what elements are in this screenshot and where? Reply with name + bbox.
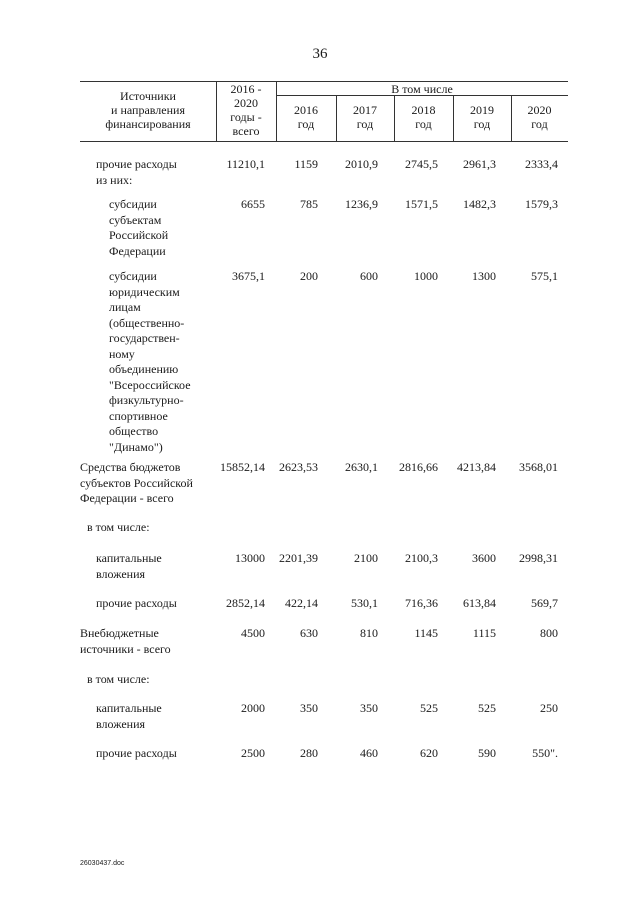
cell-2016: 422,14 xyxy=(285,596,318,610)
row-label: субсидии юридическим лицам (общественно- государствен- ному объединению "Всероссийское физкультурно- спортивное общество "Динамо") xyxy=(109,269,191,454)
row-label: Внебюджетные источники - всего xyxy=(80,626,171,656)
cell-2017: 810 xyxy=(360,626,378,640)
cell-2020: 2333,4 xyxy=(525,157,558,171)
cell-2017: 2100 xyxy=(354,551,378,565)
cell-2020: 1579,3 xyxy=(525,197,558,211)
row-label: субсидии субъектам Российской Федерации xyxy=(109,197,169,258)
row-label: прочие расходы xyxy=(96,596,177,610)
cell-2018: 2816,66 xyxy=(399,460,438,474)
cell-2019: 1115 xyxy=(472,626,496,640)
cell-2020: 569,7 xyxy=(531,596,558,610)
row-label: капитальные вложения xyxy=(96,701,162,731)
cell-2018: 2100,3 xyxy=(405,551,438,565)
row-label: Средства бюджетов субъектов Российской Федерации - всего xyxy=(80,460,193,505)
cell-2016: 785 xyxy=(300,197,318,211)
row-label: в том числе: xyxy=(87,520,150,534)
header-year-2020: 2020 год xyxy=(527,103,552,131)
cell-2017: 2010,9 xyxy=(345,157,378,171)
cell-total: 2500 xyxy=(241,746,265,760)
row-label: прочие расходы xyxy=(96,746,177,760)
footer-filename: 26030437.doc xyxy=(80,860,125,867)
header-sources: Источники и направления финансирования xyxy=(105,89,191,131)
cell-2016: 1159 xyxy=(294,157,318,171)
cell-2018: 2745,5 xyxy=(405,157,438,171)
cell-2019: 613,84 xyxy=(463,596,496,610)
cell-2019: 590 xyxy=(478,746,496,760)
cell-2020: 550". xyxy=(532,746,558,760)
cell-total: 2000 xyxy=(241,701,265,715)
cell-2017: 350 xyxy=(360,701,378,715)
cell-2020: 575,1 xyxy=(531,269,558,283)
cell-2020: 2998,31 xyxy=(519,551,558,565)
cell-total: 15852,14 xyxy=(220,460,265,474)
cell-2016: 2623,53 xyxy=(279,460,318,474)
cell-2020: 800 xyxy=(540,626,558,640)
header-total: 2016 - 2020 годы - всего xyxy=(230,82,262,138)
header-year-2019: 2019 год xyxy=(470,103,494,131)
cell-2017: 1236,9 xyxy=(345,197,378,211)
cell-total: 11210,1 xyxy=(226,157,265,171)
cell-2018: 1000 xyxy=(414,269,438,283)
cell-2018: 525 xyxy=(420,701,438,715)
cell-2020: 3568,01 xyxy=(519,460,558,474)
cell-2019: 1300 xyxy=(472,269,496,283)
cell-2019: 1482,3 xyxy=(463,197,496,211)
cell-2017: 460 xyxy=(360,746,378,760)
header-year-2018: 2018 год xyxy=(411,103,436,131)
cell-total: 13000 xyxy=(235,551,265,565)
header-group: В том числе xyxy=(391,82,453,96)
cell-2019: 525 xyxy=(478,701,496,715)
cell-2018: 620 xyxy=(420,746,438,760)
header-year-2017: 2017 год xyxy=(353,103,377,131)
cell-2019: 3600 xyxy=(472,551,496,565)
cell-2019: 2961,3 xyxy=(463,157,496,171)
row-label: капитальные вложения xyxy=(96,551,162,581)
cell-2016: 350 xyxy=(300,701,318,715)
header-year-2016: 2016 год xyxy=(294,103,318,131)
cell-total: 3675,1 xyxy=(232,269,265,283)
cell-2017: 600 xyxy=(360,269,378,283)
cell-2018: 1571,5 xyxy=(405,197,438,211)
row-label: прочие расходы из них: xyxy=(96,157,177,187)
cell-2016: 280 xyxy=(300,746,318,760)
page-number: 36 xyxy=(312,46,328,62)
cell-2018: 1145 xyxy=(414,626,438,640)
cell-total: 6655 xyxy=(241,197,265,211)
cell-2017: 530,1 xyxy=(351,596,378,610)
cell-2017: 2630,1 xyxy=(345,460,378,474)
cell-2016: 630 xyxy=(300,626,318,640)
cell-total: 4500 xyxy=(241,626,265,640)
cell-2016: 200 xyxy=(300,269,318,283)
cell-2016: 2201,39 xyxy=(279,551,318,565)
cell-total: 2852,14 xyxy=(226,596,265,610)
row-label: в том числе: xyxy=(87,672,150,686)
cell-2018: 716,36 xyxy=(405,596,438,610)
header-bottom-rule xyxy=(80,141,568,142)
cell-2019: 4213,84 xyxy=(457,460,496,474)
cell-2020: 250 xyxy=(540,701,558,715)
